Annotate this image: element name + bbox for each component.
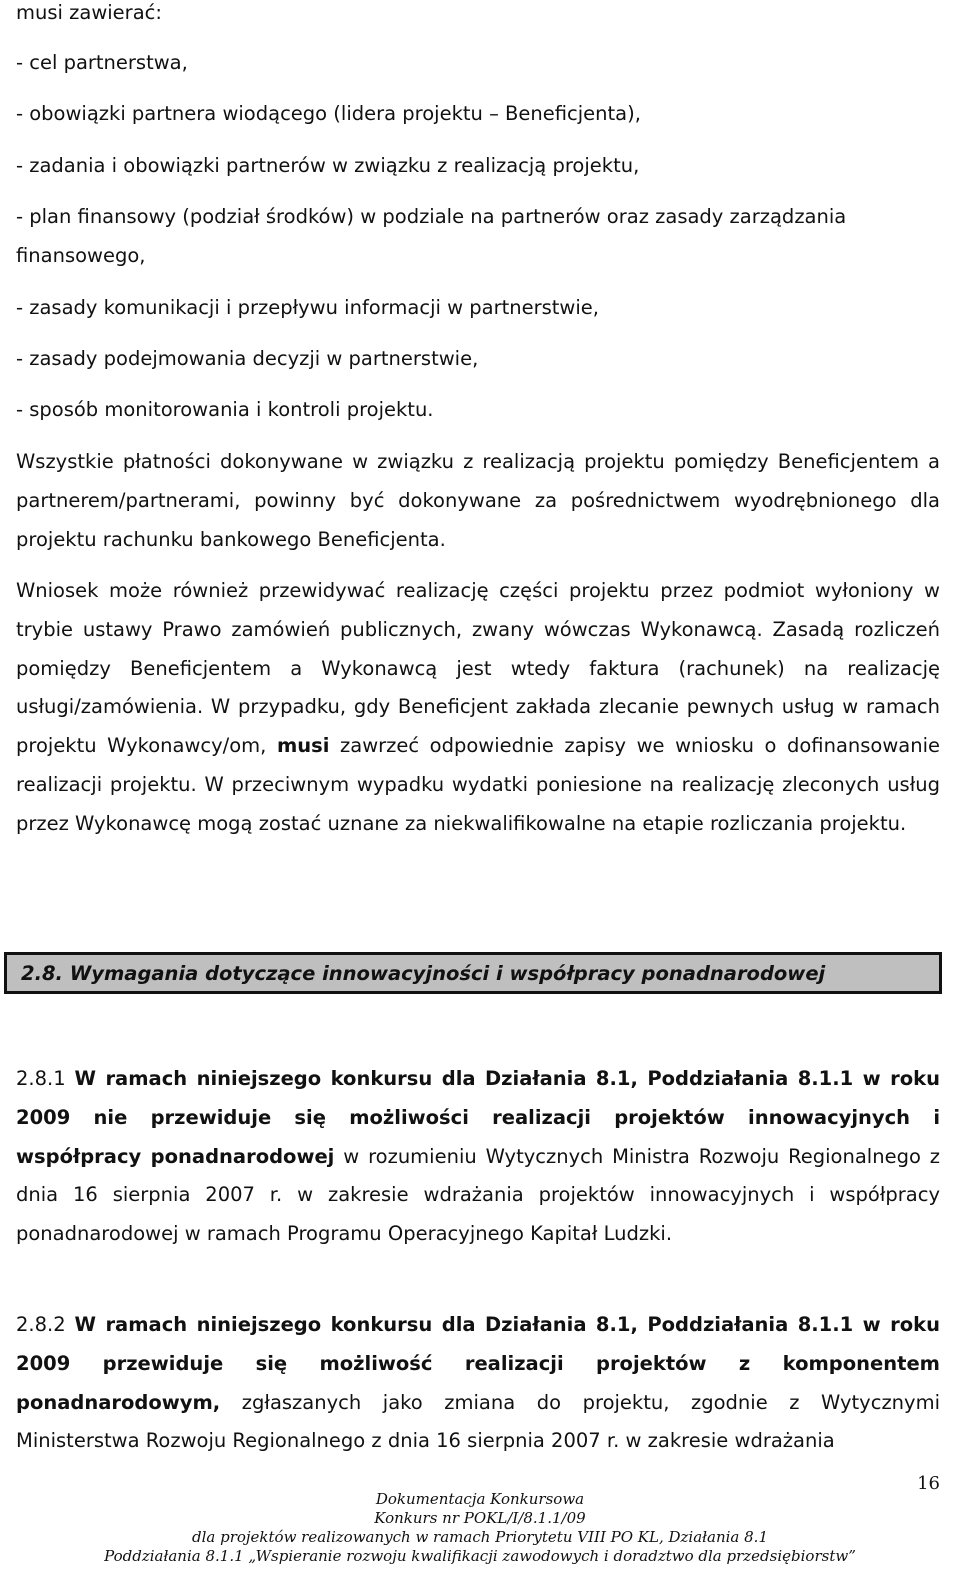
paragraph-text: Wniosek może również przewidywać realizację części projektu przez podmiot wyłoniony w trybie ustawy Prawo zamówień publicznych, zwany wówczas Wykonawcą. Zasadą rozliczeń pomiędzy Beneficjentem a Wykonawcą jest wtedy faktura (rachunek) na realizację usługi/zamówienia. W przypadku, gdy Beneficjent zakłada zlecanie pewnych usług w ramach projektu Wykonawcy/om,	[16, 579, 940, 758]
list-item: - zadania i obowiązki partnerów w związku z realizacją projektu,	[16, 154, 640, 177]
list-item: - sposób monitorowania i kontroli projektu.	[16, 398, 434, 421]
footer-line: dla projektów realizowanych w ramach Priorytetu VIII PO KL, Działania 8.1	[191, 1528, 768, 1546]
subsection-bold-text: W ramach niniejszego konkursu dla Działania 8.1, Poddziałania 8.1.1 w roku 2009 przewiduje się możliwość realizacji projektów z komponentem ponadnarodowym,	[16, 1313, 940, 1414]
contractor-paragraph	[16, 572, 940, 844]
payments-paragraph: Wszystkie płatności dokonywane w związku z realizacją projektu pomiędzy Beneficjentem a partnerem/partnerami, powinny być dokonywane za pośrednictwem wyodrębnionego dla projektu rachunku bankowego Beneficjenta.	[16, 450, 940, 551]
intro-text: musi zawierać:	[16, 1, 162, 24]
subsection-text: w rozumieniu Wytycznych Ministra Rozwoju Regionalnego z dnia 16 sierpnia 2007 r. w zakresie wdrażania projektów innowacyjnych i współpracy ponadnarodowej w ramach Programu Operacyjnego Kapitał Ludzki.	[16, 1144, 940, 1246]
subsection-text: zgłaszanych jako zmiana do projektu, zgodnie z Wytycznymi Ministerstwa Rozwoju Regionalnego z dnia 16 sierpnia 2007 r. w zakresie wdrażania	[16, 1390, 940, 1453]
footer-line: Konkurs nr POKL/I/8.1.1/09	[374, 1509, 586, 1527]
list-item: - plan finansowy (podział środków) w podziale na partnerów oraz zasady zarządzania	[16, 205, 847, 228]
emphasis-text: musi	[276, 734, 330, 758]
list-item: - cel partnerstwa,	[16, 51, 188, 74]
subsection-number: 2.8.2	[16, 1313, 66, 1336]
list-item: - zasady podejmowania decyzji w partnerstwie,	[16, 347, 479, 370]
list-item: - zasady komunikacji i przepływu informacji w partnerstwie,	[16, 296, 599, 319]
subsection-bold-text: W ramach niniejszego konkursu dla Działania 8.1, Poddziałania 8.1.1 w roku 2009 nie przewiduje się możliwości realizacji projektów innowacyjnych i współpracy ponadnarodowej	[16, 1067, 940, 1168]
subsection-number: 2.8.1	[16, 1067, 66, 1090]
paragraph-text: zawrzeć odpowiednie zapisy we wniosku o dofinansowanie realizacji projektu. W przeciwnym wypadku wydatki poniesione na realizację zleconych usług przez Wykonawcę mogą zostać uznane za niekwalifikowalne na etapie rozliczania projektu.	[16, 734, 941, 835]
section-heading	[4, 952, 942, 994]
section-heading-title: 2.8. Wymagania dotyczące innowacyjności i współpracy ponadnarodowej	[21, 962, 826, 985]
subsection-2-8-2	[16, 1306, 940, 1461]
footer-line: Poddziałania 8.1.1 „Wspieranie rozwoju kwalifikacji zawodowych i doradztwo dla przedsiębiorstw”	[104, 1547, 856, 1565]
footer-line: Dokumentacja Konkursowa	[375, 1490, 585, 1508]
subsection-2-8-1	[16, 1060, 940, 1254]
list-item: - obowiązki partnera wiodącego (lidera projektu – Beneficjenta),	[16, 102, 641, 125]
page-number: 16	[917, 1473, 940, 1494]
list-item: finansowego,	[16, 244, 146, 267]
